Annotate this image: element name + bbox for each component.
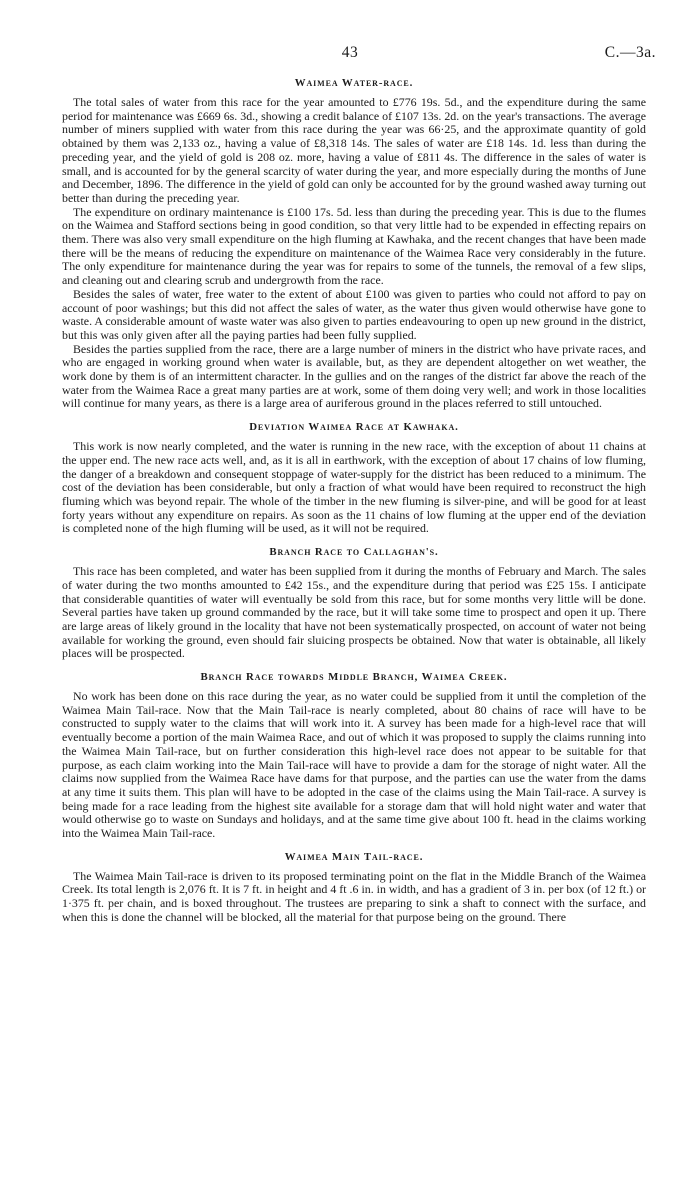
- section-heading: Deviation Waimea Race at Kawhaka.: [249, 421, 459, 434]
- paragraph: Besides the parties supplied from the race, there are a large number of miners in the district who have private races, and who are engaged in working ground when water is available, but, as they are dependent altogether on wet weather, the work done by them is of an intermittent character. In the gullies and on the ranges of the district far above the reach of the water from the Waimea Race a great many parties are at work, some of them doing very well; and work in those localities will continue for many years, as there is a large area of auriferous ground in the places referred to still untouched.: [62, 341, 646, 411]
- paragraph: The Waimea Main Tail-race is driven to its proposed terminating point on the flat in the Middle Branch of the Waimea Creek. Its total length is 2,076 ft. It is 7 ft. in height and 4 ft .6 in. in width, and has a gradient of 3 in. per box (of 12 ft.) or 1·375 ft. per chain, and is boxed throughout. The trustees are preparing to sink a shaft to connect with the surface, and when this is done the channel will be blocked, all the material for that purpose being on the ground. There: [62, 868, 646, 924]
- section-heading: Branch Race towards Middle Branch, Waimea Creek.: [200, 671, 508, 684]
- paragraph: This race has been completed, and water has been supplied from it during the months of February and March. The sales of water during the two months amounted to £42 15s., and the expenditure during that period was £25 15s. I anticipate that considerable quantities of water will eventually be sold from this race, but for some months very little will be done. Several parties have taken up ground commanded by the race, but it will take some time to prospect and open it up. There are large areas of likely ground in the locality that have not been systematically prospected, on account of water not being available for working the ground, even should fair sluicing prospects be obtained. Now that water is obtainable, all likely places will be prospected.: [62, 564, 646, 661]
- paragraph: The expenditure on ordinary maintenance is £100 17s. 5d. less than during the preceding year. This is due to the flumes on the Waimea and Stafford sections being in good condition, so that very little had to be expended in effecting repairs on them. There was also very small expenditure on the high fluming at Kawhaka, and the recent changes that have been made there will be the means of reducing the expenditure on maintenance of the Waimea Race very considerably in the future. The only expenditure for maintenance during the year was for repairs to some of the tunnels, the removal of a few slips, and cleaning out and clearing scrub and undergrowth from the race.: [62, 204, 646, 288]
- section-heading: Waimea Main Tail-race.: [284, 850, 424, 863]
- document-reference: C.—3a.: [604, 44, 656, 61]
- section-heading: Branch Race to Callaghan's.: [269, 546, 439, 559]
- paragraph: Besides the sales of water, free water to the extent of about £100 was given to parties who could not afford to pay on account of poor washings; but this did not affect the sales of water, as the water thus given would otherwise have gone to waste. A considerable amount of waste water was also given to parties endeavouring to open up new ground in the district, but this was only given after all the paying parties had been fully supplied.: [62, 286, 646, 342]
- paragraph: The total sales of water from this race for the year amounted to £776 19s. 5d., and the expenditure during the same period for maintenance was £669 6s. 3d., showing a credit balance of £107 13s. 2d. on the year's transactions. The average number of miners supplied with water from this race during the year was 66·25, and the approximate quantity of gold obtained by them was 2,133 oz., having a value of £8,318 14s. The sales of water are £18 14s. 1d. less than during the preceding year, and the yield of gold is 208 oz. more, having a value of £811 4s. The difference in the sales of water is small, and is accounted for by the general scarcity of water during the year, and more especially during the months of June and December, 1896. The difference in the yield of gold can only be accounted for by the ground washed away turning out better than during the preceding year.: [62, 95, 646, 205]
- page-number: 43: [341, 44, 359, 61]
- page-content: [62, 76, 646, 925]
- paragraph: This work is now nearly completed, and the water is running in the new race, with the exception of about 11 chains at the upper end. The new race acts well, and, as it is all in earthwork, with the exception of about 17 chains of low fluming, the danger of a breakdown and consequent stoppage of water-supply for the district has been reduced to a minimum. The cost of the deviation has been considerable, but only a fraction of what would have been required to reconstruct the high fluming which was beyond repair. The whole of the timber in the new fluming is silver-pine, and will be good for at least forty years without any expenditure on repairs. As soon as the 11 chains of low fluming at the upper end of the deviation is completed none of the high fluming will be used, as it will not be required.: [62, 439, 646, 536]
- paragraph: No work has been done on this race during the year, as no water could be supplied from it until the completion of the Waimea Main Tail-race. Now that the Main Tail-race is nearly completed, about 80 chains of race will have to be constructed to supply water to the claims that will work into it. A survey has been made for a high-level race that will eventually become a portion of the main Waimea Race, and out of which it was proposed to supply the claims running into the Waimea Main Tail-race, but on further consideration this high-level race does not appear to be suitable for that purpose, as each claim working into the Main Tail-race will have to provide a dam for the storage of night water. All the claims now supplied from the Waimea Race have dams for that purpose, and the parties can use the water from the dams at any time it suits them. This plan will have to be adopted in the case of the claims using the Main Tail-race. A survey is being made for a race leading from the highest site available for a storage dam that will hold night water and water that would otherwise go to waste on Sundays and holidays, and at the same time give about 100 ft. head in the claims working into the Waimea Main Tail-race.: [62, 689, 646, 841]
- section-heading: Waimea Water-race.: [294, 77, 414, 89]
